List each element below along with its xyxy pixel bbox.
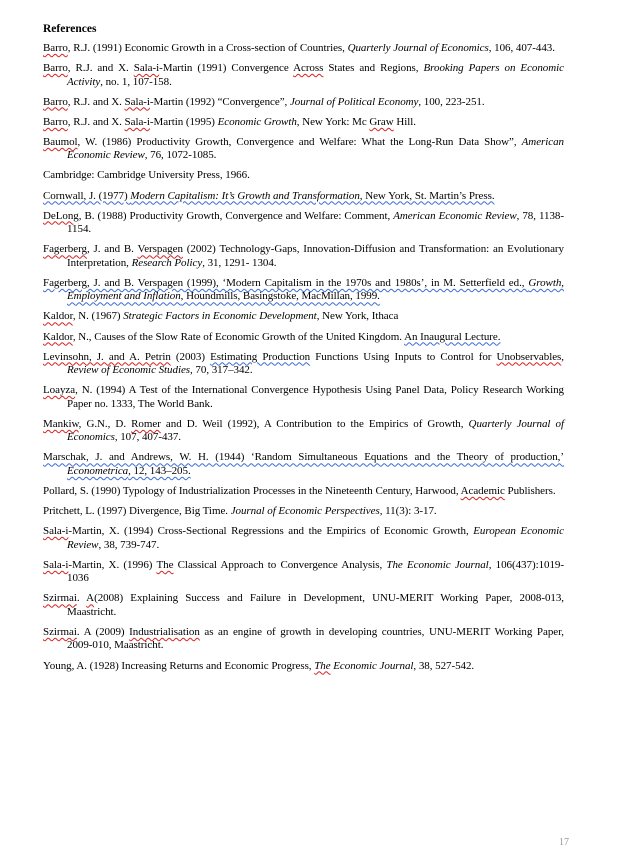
reference-entry	[43, 116, 564, 130]
reference-text: Econometrica	[67, 464, 129, 477]
reference-text: , R.J. and X.	[67, 115, 125, 128]
reference-text: , R.J. (1991) Economic Growth in a Cross-section of Countries,	[67, 42, 348, 54]
reference-text: Cambridge: Cambridge University Press, 1966.	[43, 169, 250, 182]
reference-text: Sala-i	[124, 95, 150, 108]
reference-text: An Inaugural Lecture.	[404, 330, 501, 343]
reference-text: Sala-i	[43, 525, 69, 538]
reference-entry	[43, 310, 564, 324]
reference-text: Economic Growth	[217, 115, 297, 128]
reference-text: Publishers.	[504, 485, 556, 497]
reference-text: , 11(3): 3-17.	[379, 505, 437, 518]
reference-text: as an engine of growth in developing countries, UNU-MERIT Working Paper, 2009-010, Maastricht.	[67, 625, 564, 652]
reference-text: Industrialisation	[129, 625, 200, 638]
reference-text: , G.N., D.	[78, 417, 132, 430]
reference-entry	[43, 42, 564, 56]
reference-text: Research Policy	[131, 256, 203, 269]
reference-text: Across	[293, 62, 324, 75]
reference-text: (2008) Explaining Success and Failure in Development, UNU-MERIT Working Paper, 2008-013, Maastricht.	[67, 592, 564, 618]
reference-text: Barro	[43, 62, 68, 75]
reference-text: American Economic Review	[393, 209, 517, 222]
reference-text: Quarterly Journal of Economics	[67, 417, 564, 444]
reference-text: -Martin, X. (1994) Cross-Sectional Regressions and the Empirics of Economic Growth,	[68, 525, 474, 538]
reference-text: Economic Journal	[330, 659, 414, 672]
page-number: 17	[559, 837, 569, 848]
reference-text: Sala-i	[43, 558, 69, 571]
reference-text: Szirmai	[43, 625, 77, 638]
reference-text: Barro	[43, 115, 68, 128]
reference-text: A	[86, 592, 95, 605]
reference-text: The	[156, 558, 174, 571]
reference-entry	[43, 451, 564, 478]
reference-text: . A (2009)	[76, 625, 130, 638]
reference-text: Levinsohn, J. and A. Petrin	[43, 350, 171, 363]
reference-text: Journal of Political Economy	[289, 95, 419, 108]
reference-text: Growth, Employment and Inflation	[67, 276, 564, 303]
reference-text: Pritchett, L. (1997) Divergence, Big Time.	[43, 505, 231, 518]
reference-text: (2002) Technology-Gaps, Innovation-Diffusion and Transformation: an Evolutionary Interpretation,	[67, 243, 564, 269]
reference-text: Hill.	[393, 115, 416, 128]
reference-text: ,	[561, 350, 564, 363]
reference-text: Baumol	[43, 135, 78, 148]
reference-text: , 78, 1138-1154.	[67, 209, 564, 236]
reference-text: , 38, 527-542.	[413, 659, 475, 672]
reference-text: , N. (1967)	[72, 310, 124, 323]
reference-text: -Martin (1992) “Convergence”,	[149, 95, 290, 108]
references-page	[43, 22, 564, 680]
reference-text: , 12, 143–205.	[128, 464, 191, 477]
reference-text: Classical Approach to Convergence Analysis,	[173, 558, 387, 571]
reference-text: Brooking Papers on Economic Activity	[67, 62, 564, 88]
reference-text: Unobservables	[496, 350, 562, 363]
reference-entry	[43, 505, 564, 519]
reference-text: , 100, 223-251.	[418, 95, 485, 108]
reference-text: , no. 1, 107-158.	[100, 75, 172, 88]
reference-entry	[43, 559, 564, 586]
reference-text: Review of Economic Studies	[67, 364, 191, 377]
reference-text: Sala-i	[124, 115, 150, 128]
reference-text: , 70, 317–342.	[190, 364, 253, 377]
reference-text: Romer	[131, 417, 161, 430]
reference-text: Modern Capitalism: It’s Growth and Transformation	[130, 189, 360, 202]
reference-text: Barro	[43, 95, 68, 108]
reference-text: Strategic Factors in Economic Development	[123, 310, 317, 323]
reference-text: Pollard, S. (1990) Typology of Industrialization Processes in the Nineteenth Century, Harwood,	[43, 485, 461, 497]
reference-text: , 106(437):1019-1036	[67, 558, 564, 585]
reference-text: , J. and B.	[86, 243, 138, 256]
reference-text: Szirmai	[43, 592, 77, 605]
reference-text: Verspagen	[137, 243, 183, 256]
reference-text: Graw	[369, 115, 394, 128]
reference-entry	[43, 626, 564, 653]
reference-entry	[43, 243, 564, 270]
reference-text: Loayza	[43, 384, 76, 397]
reference-text: .	[76, 592, 87, 605]
reference-text: Kaldor	[43, 310, 73, 323]
reference-text: Quarterly Journal of Economics	[347, 42, 489, 54]
reference-text: Fagerberg, J. and B. Verspagen (1999), ‘Modern Capitalism in the 1970s and 1980s’, in M. Setterfield ed.,	[43, 276, 529, 289]
reference-text: , New York, Ithaca	[316, 310, 399, 323]
reference-text: , 76, 1072-1085.	[144, 149, 217, 162]
reference-text: , 31, 1291- 1304.	[202, 256, 277, 269]
reference-entry	[43, 525, 564, 552]
reference-text: , 38, 739-747.	[98, 538, 160, 551]
reference-entry	[43, 351, 564, 378]
reference-text: Kaldor	[43, 330, 73, 343]
reference-text: Young, A. (1928) Increasing Returns and Economic Progress,	[43, 659, 315, 672]
reference-entry	[43, 136, 564, 163]
reference-text: Journal of Economic Perspectives	[230, 505, 380, 518]
reference-entry	[43, 660, 564, 674]
reference-text: Sala-i	[133, 62, 160, 75]
reference-text: (2003)	[170, 350, 211, 363]
reference-text: , R.J. and X.	[67, 62, 134, 75]
reference-text: American Economic Review	[67, 135, 564, 162]
reference-text: Functions Using Inputs to Control for	[310, 350, 497, 363]
reference-text: , R.J. and X.	[67, 95, 125, 108]
reference-text: -Martin (1991) Convergence	[159, 62, 294, 75]
reference-text: , Houndmills, Basingstoke, MacMillan, 1999.	[180, 290, 380, 303]
reference-entry	[43, 418, 564, 445]
reference-text: , N., Causes of the Slow Rate of Economic Growth of the United Kingdom.	[72, 330, 405, 343]
reference-entry	[43, 190, 564, 204]
references-list	[43, 42, 564, 673]
reference-entry	[43, 169, 564, 183]
reference-text: -Martin (1995)	[149, 115, 218, 128]
reference-entry	[43, 96, 564, 110]
reference-entry	[43, 277, 564, 304]
reference-entry	[43, 210, 564, 237]
reference-entry	[43, 592, 564, 619]
reference-entry	[43, 384, 564, 411]
reference-text: , W. (1986) Productivity Growth, Convergence and Welfare: What the Long-Run Data Show”,	[77, 135, 522, 148]
reference-text: Academic	[460, 485, 505, 497]
reference-text: , New York, St. Martin’s Press.	[359, 189, 495, 202]
reference-text: , 107, 407-437.	[114, 431, 181, 444]
reference-text: , N. (1994) A Test of the International Convergence Hypothesis Using Panel Data, Policy Research Working Paper no. 1333, The World Bank.	[67, 384, 564, 410]
reference-text: The Economic Journal	[386, 558, 489, 571]
reference-entry	[43, 62, 564, 89]
reference-entry	[43, 331, 564, 345]
reference-text: , 106, 407-443.	[488, 42, 555, 54]
reference-text: -Martin, X. (1996)	[68, 558, 157, 571]
reference-text: States and Regions,	[323, 62, 424, 75]
reference-text: Barro	[43, 42, 68, 54]
reference-text: and D. Weil (1992), A Contribution to the Empirics of Growth,	[160, 417, 469, 430]
reference-text: European Economic Review	[67, 525, 564, 551]
reference-text: Fagerberg	[43, 243, 87, 256]
reference-text: Cornwall, J. (1977)	[43, 189, 131, 202]
reference-text: , B. (1988) Productivity Growth, Convergence and Welfare: Comment,	[78, 209, 394, 222]
reference-text: DeLong	[43, 209, 79, 222]
reference-text: Mankiw	[43, 417, 79, 430]
reference-text: The	[314, 659, 331, 672]
reference-entry	[43, 485, 564, 499]
reference-text: Estimating Production	[210, 350, 311, 363]
reference-text: , New York: Mc	[296, 115, 370, 128]
reference-text: Marschak, J. and Andrews, W. H. (1944) ‘Random Simultaneous Equations and the Theory of production,’	[43, 451, 564, 464]
references-heading: References	[43, 23, 97, 35]
